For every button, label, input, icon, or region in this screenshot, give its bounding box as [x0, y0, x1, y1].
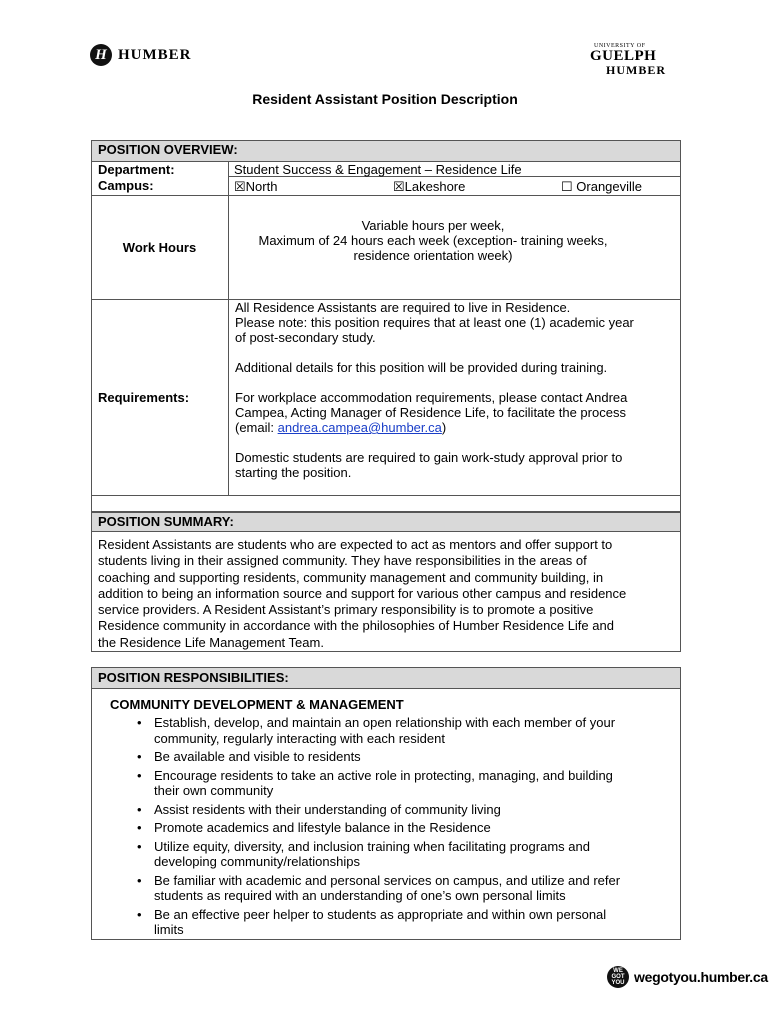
- list-item-line: limits: [154, 922, 184, 937]
- summary-line: Residence community in accordance with the philosophies of Humber Residence Life and: [98, 618, 614, 634]
- list-item: [110, 749, 670, 765]
- requirements-text: [235, 300, 675, 480]
- campus-option-label: Lakeshore: [404, 179, 466, 194]
- footer-brand: [607, 966, 768, 988]
- summary-line: students living in their assigned community. They have responsibilities in the areas of: [98, 553, 587, 569]
- work-hours-line: Variable hours per week,: [361, 218, 505, 233]
- we-got-you-badge-icon: WE GOT YOU: [607, 966, 629, 988]
- campus-option-label: North: [245, 179, 278, 194]
- req-email-prefix: (email:: [235, 420, 278, 435]
- footer-url[interactable]: wegotyou.humber.ca: [634, 969, 768, 985]
- guelph-humber-logo: [590, 43, 680, 76]
- req-line: Please note: this position requires that at least one (1) academic year: [235, 315, 634, 330]
- summary-text: [98, 537, 678, 651]
- humber-logo-text: HUMBER: [118, 46, 192, 63]
- list-item-line: • Assist residents with their understanding of community living: [154, 801, 501, 817]
- req-line: Campea, Acting Manager of Residence Life, to facilitate the process: [235, 405, 626, 420]
- work-hours-line: residence orientation week): [353, 248, 513, 263]
- campus-option-label: Orangeville: [576, 179, 643, 194]
- responsibilities-subheading: COMMUNITY DEVELOPMENT & MANAGEMENT: [110, 697, 404, 712]
- humber-logo-mark: H: [90, 44, 112, 66]
- req-line: Domestic students are required to gain work-study approval prior to: [235, 450, 623, 465]
- list-item: [110, 802, 670, 818]
- campus-option-north: [234, 179, 277, 194]
- responsibilities-list: [110, 715, 670, 941]
- summary-heading: POSITION SUMMARY:: [92, 513, 680, 531]
- guelph-logo-line1: GUELPH: [590, 48, 657, 64]
- list-item: [110, 820, 670, 836]
- req-email-suffix: ): [441, 420, 447, 435]
- list-item-line: • Be familiar with academic and personal services on campus, and utilize and refer: [154, 872, 621, 888]
- list-item: [110, 839, 670, 870]
- guelph-logo-line2: HUMBER: [606, 63, 666, 77]
- work-hours-text: [229, 218, 637, 263]
- department-value: Student Success & Engagement – Residence Life: [234, 162, 522, 177]
- list-item: [110, 768, 670, 799]
- campus-label: Campus:: [98, 178, 154, 193]
- list-item-line: • Promote academics and lifestyle balance in the Residence: [154, 820, 491, 835]
- checkbox-checked-icon: ☒: [393, 179, 405, 194]
- list-item-line: • Establish, develop, and maintain an open relationship with each member of your: [154, 715, 616, 730]
- checkbox-checked-icon: ☒: [234, 179, 246, 194]
- responsibilities-heading: POSITION RESPONSIBILITIES:: [92, 668, 680, 688]
- humber-logo: [90, 44, 192, 66]
- list-item-line: developing community/relationships: [154, 854, 360, 869]
- list-item-line: • Be available and visible to residents: [154, 749, 361, 764]
- department-label: Department:: [98, 162, 175, 177]
- summary-line: addition to being an information source and support for various other campus and residence: [98, 585, 627, 601]
- req-line: starting the position.: [235, 465, 352, 480]
- list-item-line: • Utilize equity, diversity, and inclusion training when facilitating programs and: [154, 838, 590, 854]
- summary-line: Resident Assistants are students who are expected to act as mentors and offer support to: [98, 537, 613, 552]
- guelph-logo-small: UNIVERSITY OF: [594, 43, 646, 49]
- checkbox-unchecked-icon: ☐: [561, 179, 573, 194]
- work-hours-label: Work Hours: [122, 240, 197, 255]
- req-line: [235, 420, 675, 435]
- req-line: of post-secondary study.: [235, 330, 376, 345]
- list-item-line: their own community: [154, 783, 274, 798]
- list-item-line: • Be an effective peer helper to students as appropriate and within own personal: [154, 906, 607, 922]
- summary-line: service providers. A Resident Assistant’s primary responsibility is to promote a positive: [98, 602, 594, 618]
- list-item: [110, 715, 670, 746]
- list-item-line: • Encourage residents to take an active role in protecting, managing, and building: [154, 767, 613, 783]
- overview-heading: POSITION OVERVIEW:: [92, 141, 680, 161]
- document-title: Resident Assistant Position Description: [252, 91, 518, 107]
- campus-option-orangeville: [561, 179, 642, 194]
- req-line: Additional details for this position will be provided during training.: [235, 360, 608, 375]
- campus-option-lakeshore: [393, 179, 465, 194]
- work-hours-line: Maximum of 24 hours each week (exception- training weeks,: [258, 233, 608, 248]
- list-item-line: community, regularly interacting with each resident: [154, 730, 445, 746]
- summary-line: coaching and supporting residents, community management and community building, in: [98, 569, 604, 585]
- list-item: [110, 907, 670, 938]
- req-line: For workplace accommodation requirements, please contact Andrea: [235, 390, 628, 405]
- summary-line: the Residence Life Management Team.: [98, 634, 324, 650]
- list-item-line: students as required with an understanding of one’s own personal limits: [154, 888, 566, 903]
- contact-email-link[interactable]: andrea.campea@humber.ca: [277, 420, 442, 435]
- req-line: All Residence Assistants are required to live in Residence.: [235, 300, 571, 315]
- requirements-label: Requirements:: [98, 390, 190, 405]
- list-item: [110, 873, 670, 904]
